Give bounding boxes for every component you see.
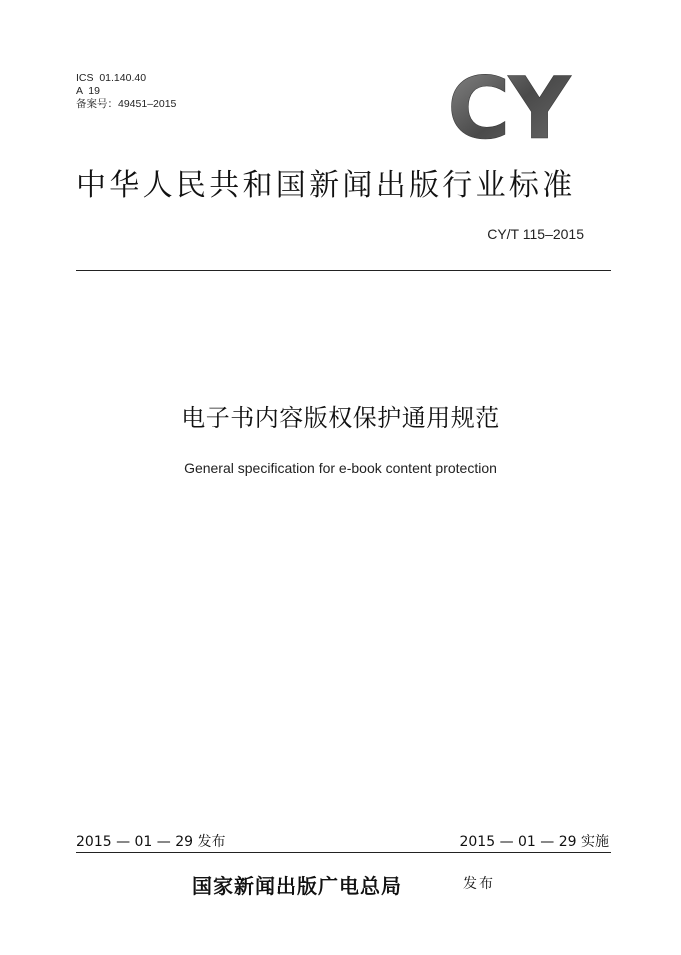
logo-text: CY [447, 70, 569, 144]
implement-date: 2015 — 01 — 29 实施 [459, 834, 609, 850]
classification-code: A 19 [76, 85, 100, 97]
document-title-en: General specification for e-book content protection [184, 460, 497, 476]
filing-number: 备案号：49451–2015 [76, 98, 177, 110]
issue-date: 2015 — 01 — 29 发布 [76, 834, 226, 850]
publisher-name: 国家新闻出版广电总局 [192, 874, 402, 898]
standard-code: CY/T 115–2015 [487, 226, 584, 242]
cy-logo [438, 70, 578, 144]
ics-code: ICS 01.140.40 [76, 72, 147, 84]
header-divider [76, 270, 611, 271]
publish-label: 发布 [463, 876, 495, 892]
footer-divider [76, 852, 611, 853]
org-title: 中华人民共和国新闻出版行业标准 [76, 168, 576, 203]
metadata-block [76, 72, 176, 111]
document-title-cn: 电子书内容版权保护通用规范 [181, 404, 500, 432]
